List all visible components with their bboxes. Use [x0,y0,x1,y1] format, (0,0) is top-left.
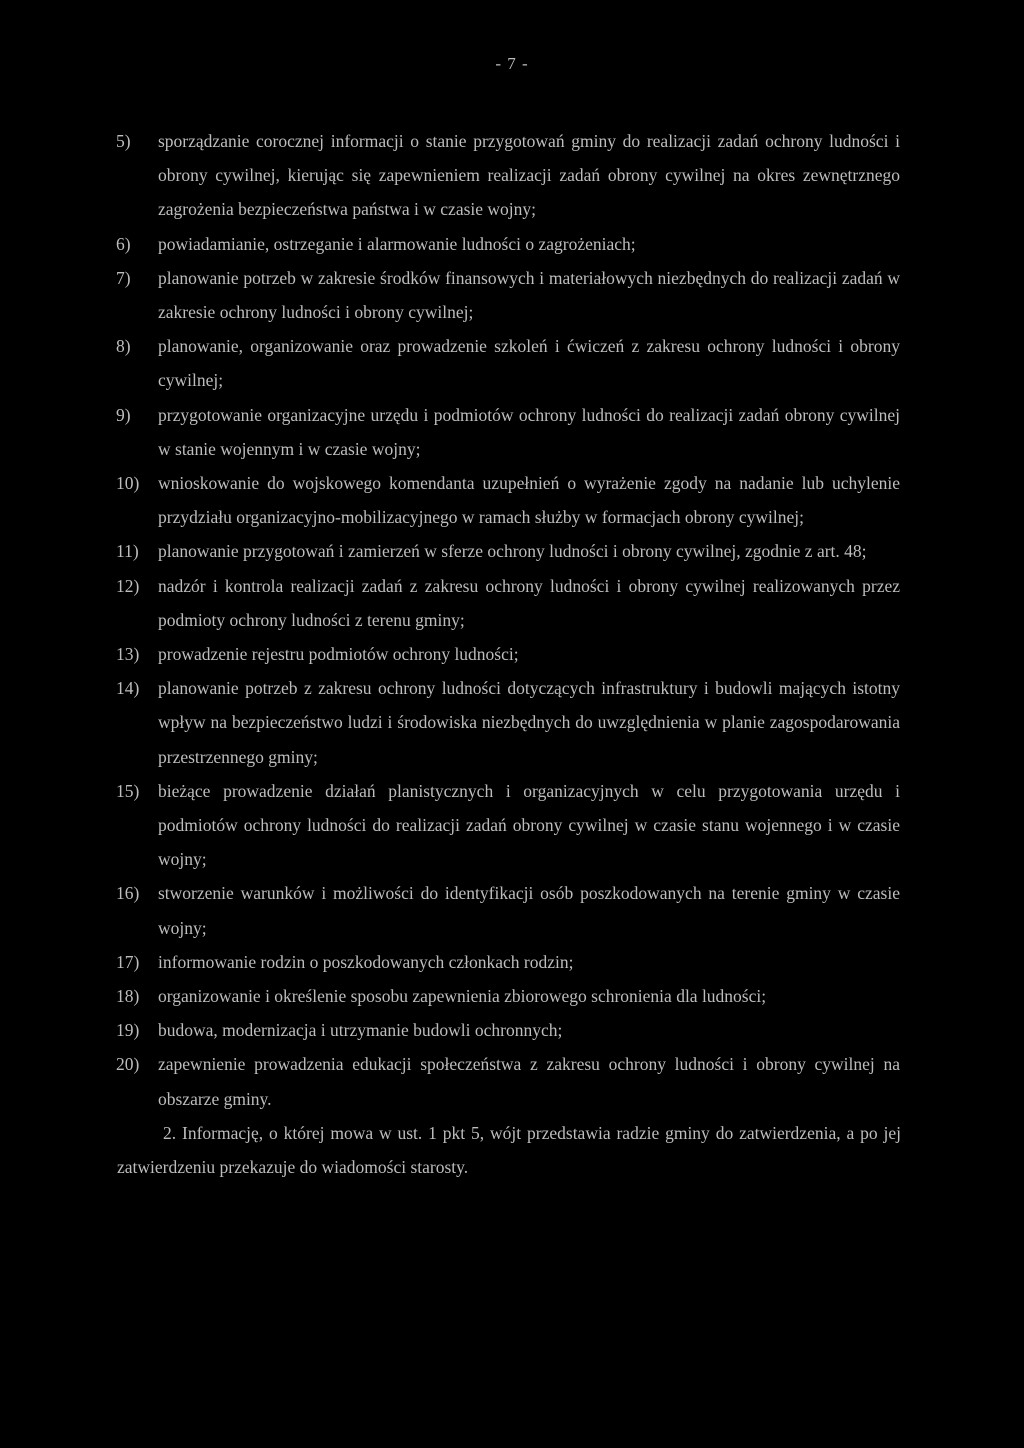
item-text: prowadzenie rejestru podmiotów ochrony ludności; [158,644,519,665]
item-number: 18) [116,986,140,1007]
item-number: 16) [116,883,140,904]
item-text: stworzenie warunków i możliwości do identyfikacji osób poszkodowanych na terenie gminy w czasie wojny; [158,883,900,938]
list-item [116,466,900,534]
item-text: informowanie rodzin o poszkodowanych członkach rodzin; [158,951,574,972]
item-number: 13) [116,644,140,665]
list-item [116,774,900,877]
document-body [116,124,901,1184]
list-item [116,261,900,329]
item-number: 9) [116,404,131,425]
list-item [116,876,900,944]
item-text: zapewnienie prowadzenia edukacji społeczeństwa z zakresu ochrony ludności i obrony cywilnej na obszarze gminy. [158,1054,900,1109]
item-number: 20) [116,1054,140,1075]
item-number: 15) [116,780,140,801]
list-item [116,534,900,568]
item-number: 19) [116,1020,140,1041]
item-text: budowa, modernizacja i utrzymanie budowli ochronnych; [158,1020,563,1041]
list-item [116,1047,900,1115]
closing-paragraph: 2. Informację, o której mowa w ust. 1 pkt 5, wójt przedstawia radzie gminy do zatwierdzenia, a po jej zatwierdzeniu przekazuje do wiadomości starosty. [117,1122,901,1178]
item-text: planowanie potrzeb w zakresie środków finansowych i materiałowych niezbędnych do realizacji zadań w zakresie ochrony ludności i obrony cywilnej; [158,267,900,323]
list-item [116,227,900,261]
item-number: 10) [116,473,140,494]
item-number: 12) [116,575,140,596]
item-text: przygotowanie organizacyjne urzędu i podmiotów ochrony ludności do realizacji zadań obrony cywilnej w stanie wojennym i w czasie wojny; [158,404,900,459]
item-text: planowanie przygotowań i zamierzeń w sferze ochrony ludności i obrony cywilnej, zgodnie z art. 48; [158,541,867,562]
list-item [116,1013,900,1047]
item-text: bieżące prowadzenie działań planistycznych i organizacyjnych w celu przygotowania urzędu i podmiotów ochrony ludności do realizacji zadań obrony cywilnej w czasie stanu wojennego i w czasie wojny; [158,780,900,870]
item-number: 6) [116,233,131,254]
item-text: planowanie, organizowanie oraz prowadzenie szkoleń i ćwiczeń z zakresu ochrony ludności i obrony cywilnej; [158,336,900,391]
list-item [116,124,900,227]
item-text: nadzór i kontrola realizacji zadań z zakresu ochrony ludności i obrony cywilnej realizowanych przez podmioty ochrony ludności z terenu gminy; [158,575,900,630]
list-item [116,945,900,979]
item-text: planowanie potrzeb z zakresu ochrony ludności dotyczących infrastruktury i budowli mających istotny wpływ na bezpieczeństwo ludzi i środowiska niezbędnych do uwzględnienia w planie zagospodarowania przestrzennego gminy; [158,678,900,767]
list-item [116,329,900,397]
item-number: 7) [116,267,131,288]
item-number: 11) [116,541,139,562]
item-number: 14) [116,678,140,699]
item-text: powiadamianie, ostrzeganie i alarmowanie ludności o zagrożeniach; [158,233,636,254]
item-text: sporządzanie corocznej informacji o stanie przygotowań gminy do realizacji zadań ochrony ludności i obrony cywilnej, kierując się zapewnieniem realizacji zadań obrony cywilnej na okres zewnętrznego zagrożenia bezpieczeństwa państwa i w czasie wojny; [158,131,900,220]
item-text: organizowanie i określenie sposobu zapewnienia zbiorowego schronienia dla ludności; [158,986,767,1007]
item-number: 8) [116,336,131,357]
list-item [116,398,900,466]
list-item [116,979,900,1013]
item-number: 17) [116,951,140,972]
item-text: wnioskowanie do wojskowego komendanta uzupełnień o wyrażenie zgody na nadanie lub uchylenie przydziału organizacyjno-mobilizacyjnego w ramach służby w formacjach obrony cywilnej; [158,473,900,528]
item-number: 5) [116,131,131,151]
list-item [116,637,900,671]
list-item [116,671,900,774]
page-number: - 7 - [495,54,529,73]
list-item [116,569,900,637]
